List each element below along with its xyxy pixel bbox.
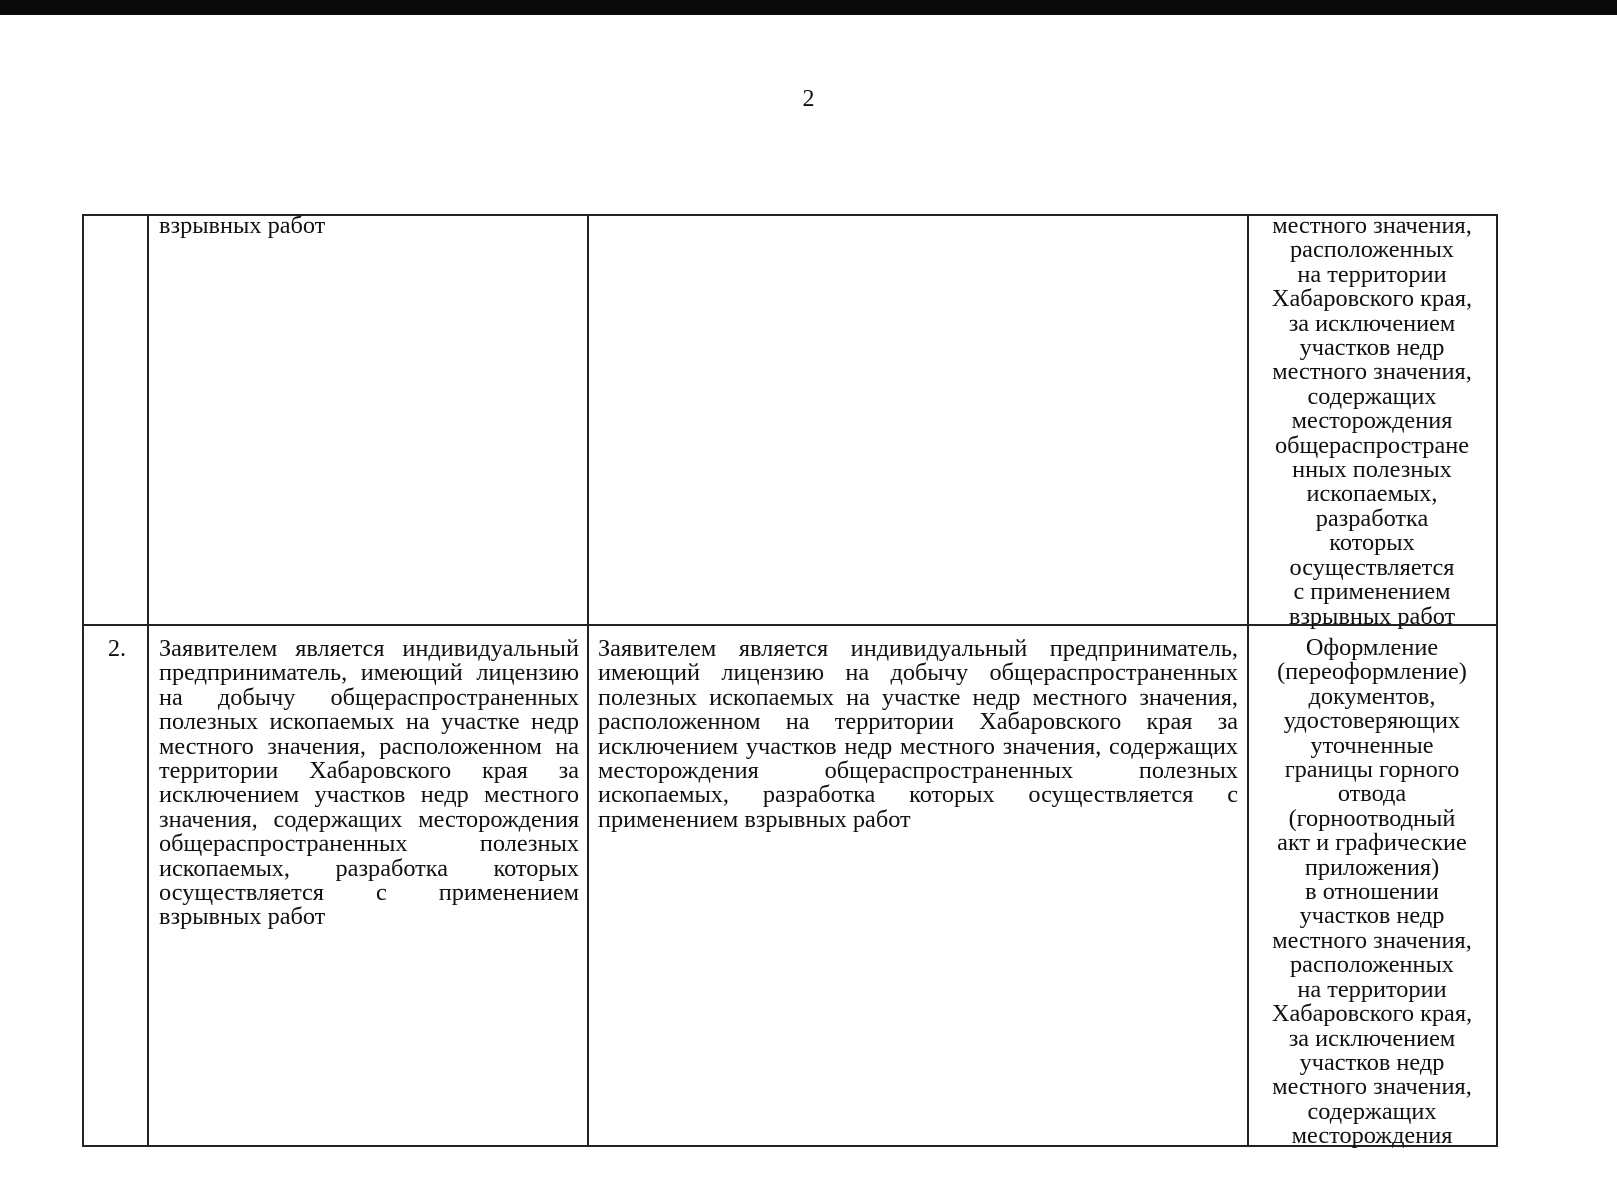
text-line: границы горного: [1284, 756, 1460, 784]
text-line: нных полезных: [1292, 456, 1452, 484]
text-line: отвода: [1337, 780, 1407, 808]
row2-applicant-cell: Заявителем является индивидуальный предприниматель, имеющий лицензию на добычу общераспространенных полезных ископаемых на участке недр местного значения, расположенном на территории Хабаровского края за исключением участков недр местного значения, содержащих месторождения общераспространенных полезных ископаемых, разработка которых осуществляется с применением взрывных работ: [159, 635, 579, 931]
text-line: уточненные: [1310, 731, 1434, 759]
text-line: Хабаровского края,: [1271, 1000, 1473, 1028]
text-line: с применением: [1293, 578, 1451, 606]
text-line: взрывных работ: [1288, 602, 1456, 630]
text-line: удостоверяющих: [1283, 707, 1461, 735]
text-line: приложения): [1304, 853, 1440, 881]
table-divider-2: [587, 214, 589, 1147]
text-line: ископаемых,: [1306, 480, 1438, 508]
text-line: расположенных: [1290, 236, 1454, 264]
text-line: за исключением: [1288, 309, 1456, 337]
table-border-left: [82, 214, 84, 1147]
text-line: содержащих: [1307, 1097, 1437, 1125]
text-line: на территории: [1297, 975, 1447, 1003]
row1-service-cell: [1250, 214, 1494, 629]
text-line: участков недр: [1299, 1048, 1445, 1076]
text-line: Оформление: [1305, 634, 1439, 661]
table-border-right: [1496, 214, 1498, 1147]
text-line: местного значения,: [1272, 358, 1472, 386]
text-line: (переоформление): [1277, 658, 1467, 686]
text-line: участков недр: [1299, 902, 1445, 930]
text-line: документов,: [1308, 682, 1436, 710]
text-line: Хабаровского края,: [1271, 285, 1473, 313]
text-line: местного значения,: [1272, 1073, 1472, 1101]
text-line: на территории: [1297, 260, 1447, 288]
row2-description-cell: Заявителем является индивидуальный предприниматель, имеющий лицензию на добычу общераспространенных полезных ископаемых на участке недр местного значения, расположенном на территории Хабаровского края за исключением участков недр местного значения, содержащих месторождения общераспространенных полезных ископаемых, разработка которых осуществляется с применением взрывных работ: [598, 635, 1238, 833]
text-line: акт и графические: [1277, 829, 1467, 857]
text-line: в отношении: [1305, 878, 1439, 906]
text-line: содержащих: [1307, 382, 1437, 410]
text-line: осуществляется: [1289, 553, 1455, 581]
text-line: месторождения: [1291, 407, 1453, 435]
table-divider-1: [147, 214, 149, 1147]
text-line: местного значения,: [1272, 926, 1472, 954]
text-line: расположенных: [1290, 951, 1454, 979]
text-line: общераспростране: [1274, 431, 1470, 459]
scan-top-border: [0, 0, 1617, 15]
text-line: месторождения: [1291, 1122, 1453, 1150]
text-line: разработка: [1315, 504, 1429, 532]
text-line: участков недр: [1299, 334, 1445, 362]
row1-applicant-cell: взрывных работ: [159, 212, 326, 239]
page-number: 2: [802, 86, 815, 112]
table-divider-3: [1247, 214, 1249, 1147]
text-line: (горноотводный: [1288, 804, 1456, 832]
text-line: которых: [1329, 529, 1415, 557]
row2-number-cell: 2.: [107, 635, 127, 662]
text-line: местного значения,: [1272, 212, 1472, 239]
row2-service-cell: [1250, 636, 1494, 1149]
text-line: за исключением: [1288, 1024, 1456, 1052]
